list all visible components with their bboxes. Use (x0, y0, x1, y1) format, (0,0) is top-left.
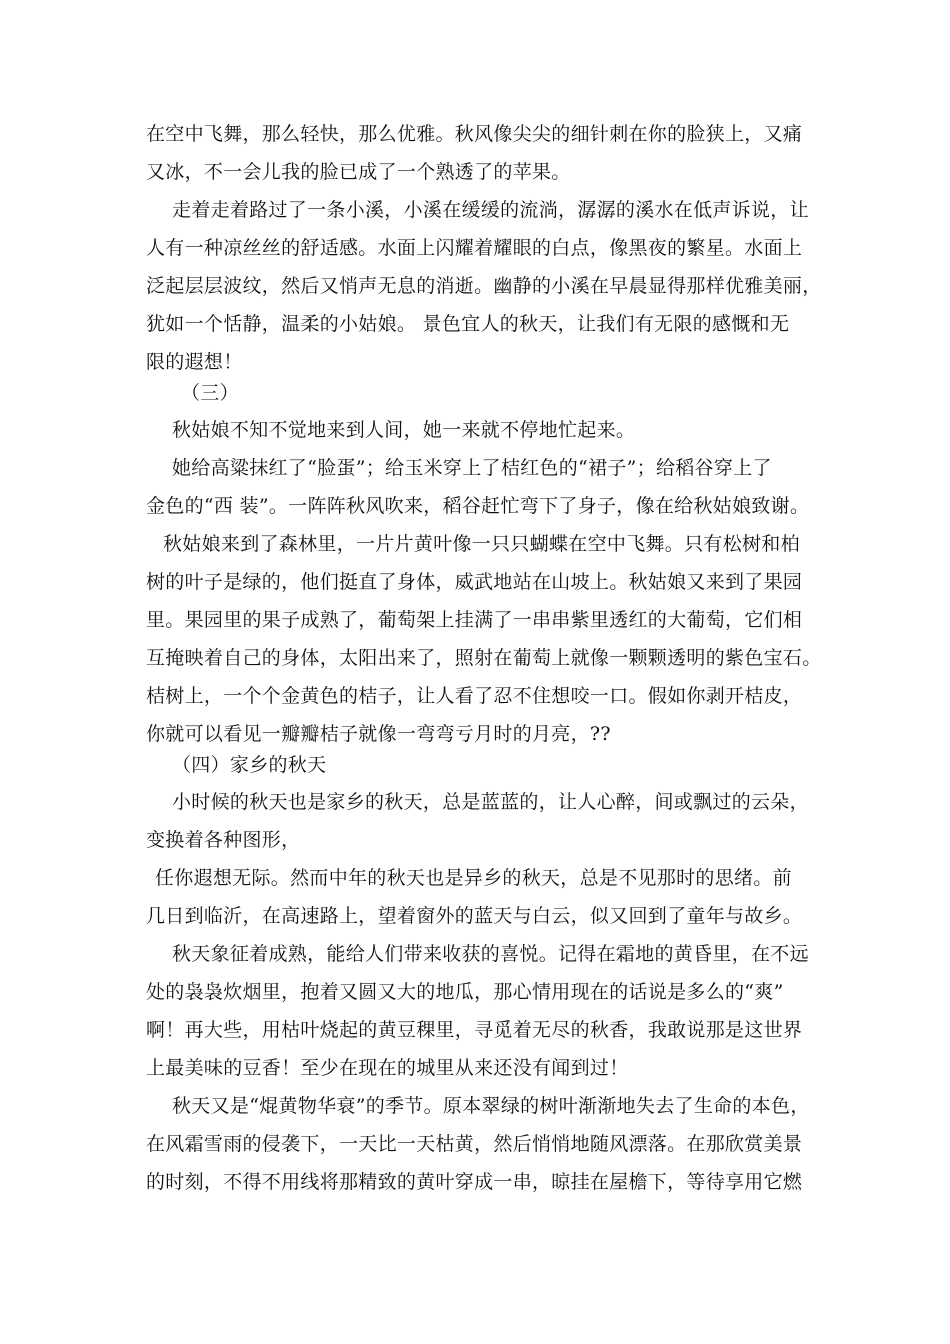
text-line: 金色的“西 装”。一阵阵秋风吹来，稻谷赶忙弯下了身子，像在给秋姑娘致谢。 (146, 495, 810, 517)
section-heading: （四）家乡的秋天 (172, 754, 327, 776)
text-line: 在风霜雪雨的侵袭下，一天比一天枯黄，然后悄悄地随风漂落。在那欣赏美景 (146, 1133, 803, 1155)
text-line: 变换着各种图形， (146, 829, 301, 851)
text-line: 上最美味的豆香！至少在现在的城里从来还没有闻到过！ (146, 1057, 629, 1079)
text-line: 里。果园里的果子成熟了，葡萄架上挂满了一串串紫里透红的大葡萄，它们相 (146, 609, 803, 631)
text-line: 的时刻，不得不用线将那精致的黄叶穿成一串，晾挂在屋檐下，等待享用它燃 (146, 1171, 803, 1193)
text-line: 秋姑娘不知不觉地来到人间，她一来就不停地忙起来。 (172, 419, 636, 441)
text-line: 小时候的秋天也是家乡的秋天，总是蓝蓝的，让人心醉，间或飘过的云朵， (172, 791, 809, 813)
text-line: 走着走着路过了一条小溪，小溪在缓缓的流淌，潺潺的溪水在低声诉说，让 (172, 199, 809, 221)
text-line: 桔树上，一个个金黄色的桔子，让人看了忍不住想咬一口。假如你剥开桔皮， (146, 685, 803, 707)
text-line: 秋天象征着成熟，能给人们带来收获的喜悦。记得在霜地的黄昏里，在不远 (172, 943, 809, 965)
text-line: 限的遐想！ (146, 351, 243, 373)
text-line: 任你遐想无际。然而中年的秋天也是异乡的秋天，总是不见那时的思绪。前 (155, 867, 792, 889)
text-line: 在空中飞舞，那么轻快，那么优雅。秋风像尖尖的细针刺在你的脸狭上，又痛 (146, 123, 803, 145)
text-line: 啊！再大些，用枯叶烧起的黄豆稞里，寻觅着无尽的秋香，我敢说那是这世界 (146, 1019, 803, 1041)
text-line: 秋姑娘来到了森林里，一片片黄叶像一只只蝴蝶在空中飞舞。只有松树和柏 (163, 533, 800, 555)
text-line: 你就可以看见一瓣瓣桔子就像一弯弯亏月时的月亮，?? (146, 723, 611, 745)
text-line: 她给高粱抹红了“脸蛋”；给玉米穿上了桔红色的“裙子”；给稻谷穿上了 (172, 457, 772, 479)
text-line: 互掩映着自己的身体，太阳出来了，照射在葡萄上就像一颗颗透明的紫色宝石。 (146, 647, 822, 669)
text-line: 秋天又是“焜黄物华衰”的季节。原本翠绿的树叶渐渐地失去了生命的本色， (172, 1095, 810, 1117)
section-heading: （三） (181, 382, 239, 404)
text-line: 人有一种凉丝丝的舒适感。水面上闪耀着耀眼的白点，像黑夜的繁星。水面上 (146, 237, 803, 259)
text-line: 树的叶子是绿的，他们挺直了身体，威武地站在山坡上。秋姑娘又来到了果园 (146, 571, 803, 593)
text-line: 又冰，不一会儿我的脸已成了一个熟透了的苹果。 (146, 161, 571, 183)
text-line: 几日到临沂，在高速路上，望着窗外的蓝天与白云，似又回到了童年与故乡。 (146, 905, 803, 927)
text-line: 犹如一个恬静，温柔的小姑娘。 景色宜人的秋天，让我们有无限的感慨和无 (146, 313, 790, 335)
text-line: 处的袅袅炊烟里，抱着又圆又大的地瓜，那心情用现在的话说是多么的“爽” (146, 981, 784, 1003)
text-line: 泛起层层波纹，然后又悄声无息的消逝。幽静的小溪在早晨显得那样优雅美丽， (146, 275, 822, 297)
